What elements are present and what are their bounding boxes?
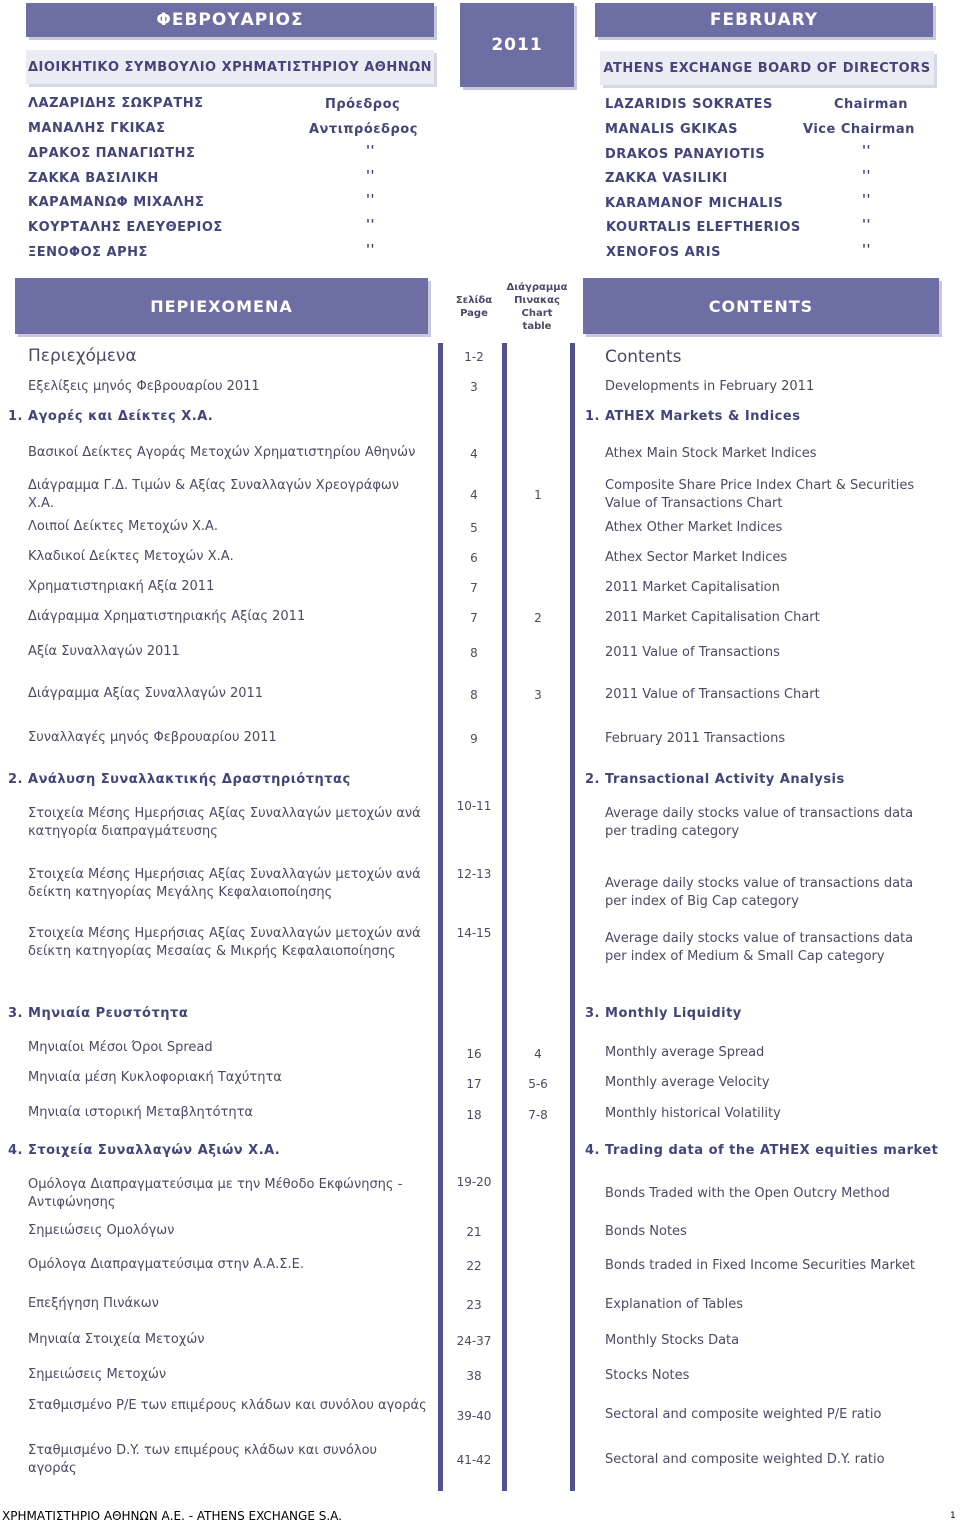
toc-page: 5	[470, 521, 478, 535]
toc-greek: Σημειώσεις Μετοχών	[28, 1367, 167, 1382]
toc-english: Bonds traded in Fixed Income Securities Market	[605, 1258, 915, 1273]
toc-chart: 5-6	[528, 1077, 548, 1091]
toc-greek: Στοιχεία Μέσης Ημερήσιας Αξίας Συναλλαγών μετοχών ανά κατηγορία διαπραγμάτευσης	[28, 806, 421, 839]
toc-greek: Περιεχόμενα	[28, 346, 137, 366]
member-name-english: ZAKKA VASILIKI	[605, 171, 728, 186]
footer-page-number: 1	[950, 1511, 956, 1521]
toc-english: February 2011 Transactions	[605, 731, 786, 746]
toc-page: 3	[470, 380, 478, 394]
member-name-greek: ΚΑΡΑΜΑΝΩΦ ΜΙΧΑΛΗΣ	[28, 195, 205, 210]
section-greek: 4. Στοιχεία Συναλλαγών Αξιών Χ.Α.	[8, 1143, 281, 1158]
member-role-english: ''	[862, 144, 871, 159]
toc-greek: Χρηματιστηριακή Αξία 2011	[28, 579, 215, 594]
month-english-header	[595, 3, 933, 37]
member-role-greek: ''	[366, 144, 375, 159]
toc-english: 2011 Value of Transactions Chart	[605, 687, 820, 702]
toc-english: 2011 Value of Transactions	[605, 645, 780, 660]
toc-greek: Διάγραμμα Αξίας Συναλλαγών 2011	[28, 686, 264, 701]
toc-page: 9	[470, 732, 478, 746]
toc-page: 6	[470, 551, 478, 565]
section-english: 4. Trading data of the ATHEX equities market	[585, 1143, 939, 1158]
chart-label-greek-1: Διάγραμμα	[506, 282, 568, 293]
toc-page: 7	[470, 581, 478, 595]
toc-english: Sectoral and composite weighted D.Y. ratio	[605, 1452, 885, 1467]
toc-english: Developments in February 2011	[605, 379, 815, 394]
toc-page: 7	[470, 611, 478, 625]
toc-greek: Λοιποί Δείκτες Μετοχών Χ.Α.	[28, 519, 219, 534]
chart-label-greek-2: Πινακας	[514, 295, 560, 306]
toc-page: 24-37	[456, 1334, 492, 1348]
toc-greek: Επεξήγηση Πινάκων	[28, 1296, 159, 1311]
section-english: 2. Transactional Activity Analysis	[585, 772, 845, 787]
contents-english-header	[583, 278, 939, 334]
toc-page: 39-40	[456, 1409, 492, 1423]
toc-greek: Σταθμισμένο D.Y. των επιμέρους κλάδων και συνόλου αγοράς	[28, 1443, 378, 1476]
section-greek: 3. Μηνιαία Ρευστότητα	[8, 1006, 189, 1021]
member-name-english: KARAMANOF MICHALIS	[605, 196, 784, 211]
page-column-divider-mid	[502, 343, 507, 1491]
toc-page: 12-13	[456, 867, 492, 881]
toc-page: 4	[470, 488, 478, 502]
toc-page: 19-20	[456, 1175, 492, 1189]
member-name-greek: ΜΑΝΑΛΗΣ ΓΚΙΚΑΣ	[28, 121, 166, 136]
member-name-english: LAZARIDIS SOKRATES	[605, 97, 773, 112]
toc-page: 22	[466, 1259, 482, 1273]
member-role-english: ''	[862, 193, 871, 208]
toc-chart: 2	[534, 611, 542, 625]
section-greek: 2. Ανάλυση Συναλλακτικής Δραστηριότητας	[8, 772, 351, 787]
toc-english: Bonds Traded with the Open Outcry Method	[605, 1186, 890, 1201]
board-english-title: ATHENS EXCHANGE BOARD OF DIRECTORS	[603, 60, 931, 76]
member-name-english: XENOFOS ARIS	[606, 245, 721, 260]
toc-page: 17	[466, 1077, 482, 1091]
toc-greek: Διάγραμμα Γ.Δ. Τιμών & Αξίας Συναλλαγών Χρεογράφων Χ.Α.	[28, 478, 400, 511]
member-role-english: Vice Chairman	[803, 122, 915, 137]
toc-page: 41-42	[456, 1453, 492, 1467]
board-greek-title: ΔΙΟΙΚΗΤΙΚΟ ΣΥΜΒΟΥΛΙΟ ΧΡΗΜΑΤΙΣΤΗΡΙΟΥ ΑΘΗΝΩΝ	[27, 59, 433, 75]
chart-column-header	[503, 281, 571, 333]
section-english: 3. Monthly Liquidity	[585, 1006, 742, 1021]
toc-page: 16	[466, 1047, 482, 1061]
toc-page: 4	[470, 447, 478, 461]
toc-greek: Μηνιαίοι Μέσοι Όροι Spread	[28, 1040, 213, 1055]
member-name-english: KOURTALIS ELEFTHERIOS	[606, 220, 801, 235]
member-name-greek: ΔΡΑΚΟΣ ΠΑΝΑΓΙΩΤΗΣ	[28, 146, 196, 161]
year-header	[460, 3, 574, 87]
toc-greek: Συναλλαγές μηνός Φεβρουαρίου 2011	[28, 730, 277, 745]
member-role-english: Chairman	[834, 97, 909, 112]
member-name-greek: ΛΑΖΑΡΙΔΗΣ ΣΩΚΡΑΤΗΣ	[28, 96, 204, 111]
toc-page: 8	[470, 688, 478, 702]
contents-greek-header	[15, 278, 428, 334]
page-column-header	[446, 294, 502, 320]
member-name-greek: ΞΕΝΟΦΟΣ ΑΡΗΣ	[28, 245, 148, 260]
toc-english: Monthly Stocks Data	[605, 1333, 740, 1348]
toc-english: Monthly average Spread	[605, 1045, 765, 1060]
member-name-english: DRAKOS PANAYIOTIS	[605, 147, 766, 162]
toc-page: 8	[470, 646, 478, 660]
contents-greek-title: ΠΕΡΙΕΧΟΜΕΝΑ	[150, 296, 293, 316]
toc-english: 2011 Market Capitalisation Chart	[605, 610, 820, 625]
toc-greek: Κλαδικοί Δείκτες Μετοχών Χ.Α.	[28, 549, 234, 564]
toc-english: Stocks Notes	[605, 1368, 690, 1383]
chart-label-english-2: table	[522, 321, 552, 332]
year: 2011	[491, 35, 543, 55]
toc-english: Average daily stocks value of transactions data per trading category	[605, 806, 914, 839]
toc-english: Athex Main Stock Market Indices	[605, 446, 817, 461]
contents-english-title: CONTENTS	[708, 296, 814, 316]
toc-greek: Μηνιαία μέση Κυκλοφοριακή Ταχύτητα	[28, 1070, 282, 1085]
member-role-greek: ''	[366, 243, 375, 258]
toc-greek: Ομόλογα Διαπραγματεύσιμα στην Α.Α.Σ.Ε.	[28, 1257, 304, 1272]
footer-company: ΧΡΗΜΑΤΙΣΤΗΡΙΟ ΑΘΗΝΩΝ Α.Ε. - ATHENS EXCHANGE S.A.	[2, 1509, 342, 1523]
member-name-greek: ΚΟΥΡΤΑΛΗΣ ΕΛΕΥΘΕΡΙΟΣ	[28, 220, 223, 235]
month-english: FEBRUARY	[709, 10, 819, 30]
toc-greek: Στοιχεία Μέσης Ημερήσιας Αξίας Συναλλαγών μετοχών ανά δείκτη κατηγορίας Μεγάλης Κεφαλαιοποίησης	[28, 867, 421, 900]
toc-english: Bonds Notes	[605, 1224, 687, 1239]
toc-english: Athex Sector Market Indices	[605, 550, 788, 565]
toc-page: 23	[466, 1298, 482, 1312]
page-label-greek: Σελίδα	[455, 295, 493, 306]
toc-greek: Μηνιαία ιστορική Μεταβλητότητα	[28, 1105, 253, 1120]
chart-label-english-1: Chart	[521, 308, 553, 319]
month-greek: ΦΕΒΡΟΥΑΡΙΟΣ	[156, 10, 304, 30]
toc-page: 14-15	[456, 926, 492, 940]
section-english: 1. ATHEX Markets & Indices	[585, 409, 801, 424]
toc-greek: Αξία Συναλλαγών 2011	[28, 644, 180, 659]
member-role-english: ''	[862, 169, 871, 184]
member-name-english: MANALIS GKIKAS	[605, 122, 739, 137]
chart-column-divider-right	[570, 343, 575, 1491]
toc-page: 18	[466, 1108, 482, 1122]
toc-english: Monthly historical Volatility	[605, 1106, 781, 1121]
toc-greek: Βασικοί Δείκτες Αγοράς Μετοχών Χρηματιστηρίου Αθηνών	[28, 445, 416, 460]
toc-greek: Στοιχεία Μέσης Ημερήσιας Αξίας Συναλλαγών μετοχών ανά δείκτη κατηγορίας Μεσαίας & Μικρής Κεφαλαιοποίησης	[28, 926, 421, 959]
section-greek: 1. Αγορές και Δείκτες Χ.Α.	[8, 409, 214, 424]
toc-page: 10-11	[456, 799, 492, 813]
toc-english: 2011 Market Capitalisation	[605, 580, 780, 595]
board-english-header	[600, 51, 934, 85]
toc-page: 38	[466, 1369, 482, 1383]
member-role-greek: Πρόεδρος	[325, 97, 401, 112]
member-role-greek: ''	[366, 218, 375, 233]
toc-greek: Ομόλογα Διαπραγματεύσιμα με την Μέθοδο Εκφώνησης - Αντιφώνησης	[28, 1177, 403, 1210]
page-column-divider-left	[438, 343, 443, 1491]
month-greek-header	[26, 3, 434, 37]
toc-english: Average daily stocks value of transactions data per index of Medium & Small Cap category	[605, 931, 914, 964]
toc-english: Explanation of Tables	[605, 1297, 744, 1312]
toc-chart: 1	[534, 488, 542, 502]
toc-greek: Σημειώσεις Ομολόγων	[28, 1223, 175, 1238]
member-role-greek: ''	[366, 193, 375, 208]
toc-greek: Διάγραμμα Χρηματιστηριακής Αξίας 2011	[28, 609, 306, 624]
toc-english: Athex Other Market Indices	[605, 520, 783, 535]
board-greek-header	[26, 50, 434, 84]
member-role-english: ''	[862, 218, 871, 233]
member-role-greek: ''	[366, 169, 375, 184]
page-label-english: Page	[460, 308, 488, 319]
toc-english: Monthly average Velocity	[605, 1075, 770, 1090]
toc-english: Contents	[605, 347, 682, 367]
toc-chart: 4	[534, 1047, 542, 1061]
toc-english: Composite Share Price Index Chart & Securities Value of Transactions Chart	[605, 478, 915, 511]
toc-page: 21	[466, 1225, 482, 1239]
toc-english: Sectoral and composite weighted P/E ratio	[605, 1407, 882, 1422]
toc-chart: 3	[534, 688, 542, 702]
toc-greek: Εξελίξεις μηνός Φεβρουαρίου 2011	[28, 379, 260, 394]
toc-chart: 7-8	[528, 1108, 548, 1122]
toc-page: 1-2	[464, 350, 484, 364]
toc-english: Average daily stocks value of transactions data per index of Big Cap category	[605, 876, 914, 909]
member-role-greek: Αντιπρόεδρος	[309, 122, 418, 137]
toc-greek: Μηνιαία Στοιχεία Μετοχών	[28, 1332, 205, 1347]
member-role-english: ''	[862, 243, 871, 258]
member-name-greek: ΖΑΚΚΑ ΒΑΣΙΛΙΚΗ	[28, 171, 159, 186]
toc-greek: Σταθμισμένο P/E των επιμέρους κλάδων και συνόλου αγοράς	[28, 1398, 427, 1413]
